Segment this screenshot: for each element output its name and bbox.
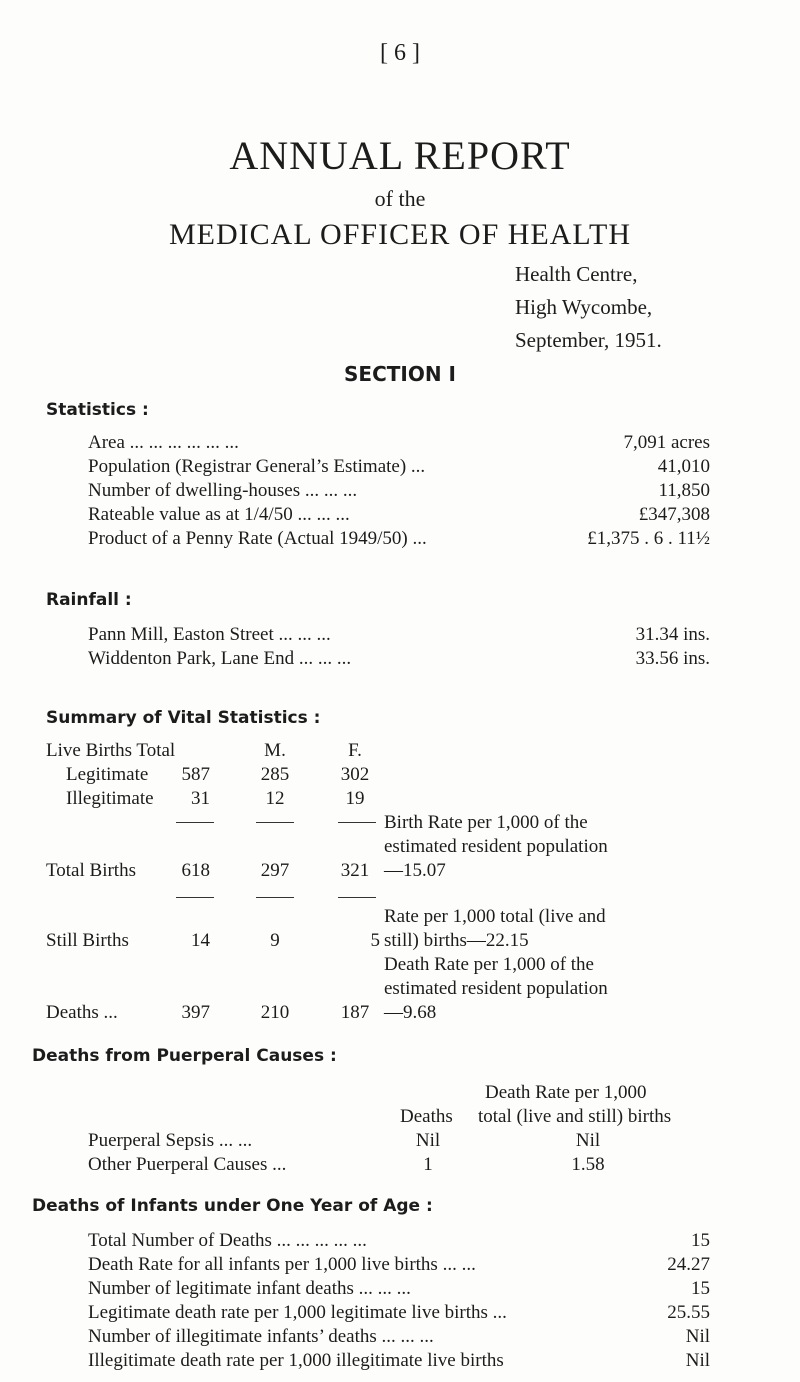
vital-row-label: Still Births: [46, 930, 129, 951]
puerperal-deaths-header: Deaths: [400, 1106, 453, 1127]
rainfall-heading: Rainfall :: [46, 590, 132, 610]
puerperal-row-label: Puerperal Sepsis ... ...: [88, 1130, 253, 1151]
statistics-value: 7,091 acres: [623, 432, 710, 453]
infants-label: Illegitimate death rate per 1,000 illegitimate live births: [88, 1350, 504, 1371]
statistics-value: 11,850: [658, 480, 710, 501]
sum-rule: [256, 897, 294, 898]
infants-value: 25.55: [667, 1302, 710, 1323]
vital-cell-total: 31: [191, 788, 210, 809]
puerperal-deaths: Nil: [415, 1130, 441, 1151]
page-number: [ 6 ]: [380, 40, 420, 66]
infants-value: 15: [691, 1230, 710, 1251]
statistics-label: Rateable value as at 1/4/50 ... ... ...: [88, 504, 350, 525]
vital-cell-f: 187: [340, 1002, 370, 1023]
vital-cell-m: 9: [270, 930, 280, 951]
vital-column-header-m: M.: [264, 740, 286, 761]
vital-cell-m: 297: [260, 860, 290, 881]
infants-value: Nil: [685, 1350, 710, 1371]
section-title: SECTION I: [344, 362, 456, 386]
sum-rule: [338, 897, 376, 898]
vital-cell-f: 302: [340, 764, 370, 785]
puerperal-deaths: 1: [423, 1154, 433, 1175]
address-line: High Wycombe,: [515, 295, 653, 319]
address-line: Health Centre,: [515, 262, 638, 286]
sum-rule: [176, 897, 214, 898]
death-rate-value: —9.68: [384, 1002, 437, 1023]
vital-statistics-heading: Summary of Vital Statistics :: [46, 708, 321, 728]
sum-rule: [256, 822, 294, 823]
vital-cell-total: 14: [191, 930, 210, 951]
vital-cell-total: 618: [181, 860, 210, 881]
statistics-label: Area ... ... ... ... ... ...: [88, 432, 239, 453]
infants-label: Death Rate for all infants per 1,000 live births ... ...: [88, 1254, 476, 1275]
vital-cell-m: 12: [265, 788, 285, 809]
vital-column-header-f: F.: [348, 740, 362, 761]
infants-heading: Deaths of Infants under One Year of Age :: [32, 1196, 433, 1216]
still-rate-label: Rate per 1,000 total (live and: [384, 906, 606, 927]
statistics-heading: Statistics :: [46, 400, 149, 420]
vital-column-header-total: Live Births Total: [46, 740, 176, 761]
vital-cell-f: 5: [370, 930, 380, 951]
puerperal-heading: Deaths from Puerperal Causes :: [32, 1046, 337, 1066]
vital-cell-total: 587: [181, 764, 210, 785]
rainfall-value: 31.34 ins.: [635, 624, 710, 645]
death-rate-label: estimated resident population: [384, 978, 608, 999]
puerperal-rate: 1.58: [571, 1154, 605, 1175]
infants-value: Nil: [685, 1326, 710, 1347]
puerperal-row-label: Other Puerperal Causes ...: [88, 1154, 287, 1175]
statistics-value: £347,308: [638, 504, 710, 525]
vital-row-label: Deaths ...: [46, 1002, 118, 1023]
rainfall-label: Pann Mill, Easton Street ... ... ...: [88, 624, 331, 645]
vital-row-label: Total Births: [46, 860, 136, 881]
statistics-value: 41,010: [657, 456, 710, 477]
vital-cell-f: 321: [340, 860, 370, 881]
vital-cell-m: 210: [260, 1002, 290, 1023]
infants-value: 24.27: [667, 1254, 710, 1275]
statistics-label: Population (Registrar General’s Estimate) ...: [88, 456, 426, 477]
sum-rule: [338, 822, 376, 823]
vital-row-label: Legitimate: [66, 764, 149, 785]
infants-label: Total Number of Deaths ... ... ... ... ...: [88, 1230, 367, 1251]
report-subtitle: MEDICAL OFFICER OF HEALTH: [169, 218, 631, 251]
puerperal-rate: Nil: [575, 1130, 601, 1151]
vital-cell-m: 285: [260, 764, 290, 785]
infants-label: Number of illegitimate infants’ deaths ... ... ...: [88, 1326, 434, 1347]
puerperal-rate-header: total (live and still) births: [478, 1106, 672, 1127]
infants-label: Legitimate death rate per 1,000 legitimate live births ...: [88, 1302, 507, 1323]
rainfall-value: 33.56 ins.: [635, 648, 710, 669]
birth-rate-value: —15.07: [384, 860, 446, 881]
report-of-the: of the: [374, 186, 426, 211]
report-title: ANNUAL REPORT: [229, 133, 571, 178]
birth-rate-label: estimated resident population: [384, 836, 608, 857]
statistics-label: Number of dwelling-houses ... ... ...: [88, 480, 358, 501]
rainfall-label: Widdenton Park, Lane End ... ... ...: [88, 648, 352, 669]
statistics-value: £1,375 . 6 . 11½: [587, 528, 710, 549]
vital-cell-f: 19: [345, 788, 365, 809]
puerperal-rate-header: Death Rate per 1,000: [485, 1082, 647, 1103]
infants-value: 15: [691, 1278, 710, 1299]
statistics-label: Product of a Penny Rate (Actual 1949/50) ...: [88, 528, 427, 549]
vital-cell-total: 397: [181, 1002, 210, 1023]
still-rate-value: still) births—22.15: [384, 930, 529, 951]
infants-label: Number of legitimate infant deaths ... ... ...: [88, 1278, 411, 1299]
address-line: September, 1951.: [515, 328, 662, 352]
death-rate-label: Death Rate per 1,000 of the: [384, 954, 594, 975]
sum-rule: [176, 822, 214, 823]
birth-rate-label: Birth Rate per 1,000 of the: [384, 812, 588, 833]
vital-row-label: Illegitimate: [66, 788, 154, 809]
